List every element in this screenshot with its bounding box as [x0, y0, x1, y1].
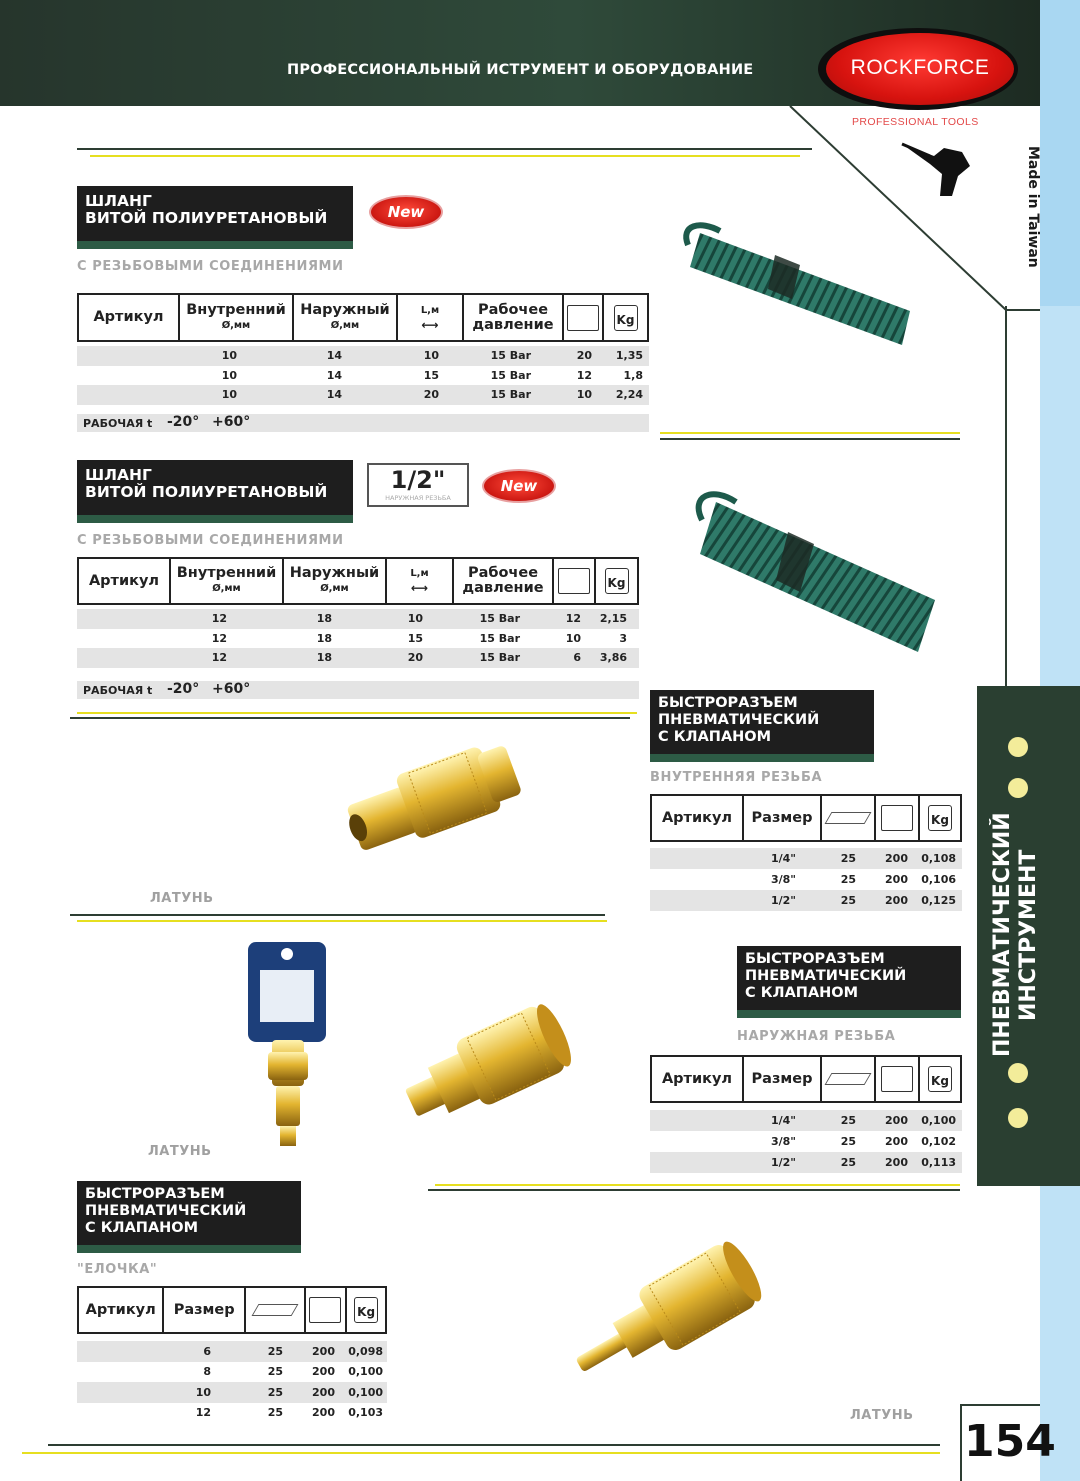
table-row: 10 14 10 15 Bar 20 1,35 — [77, 346, 649, 366]
table-row: 3/8" 25 200 0,102 — [770, 1135, 956, 1148]
section1-title-line1: ШЛАНГ — [85, 192, 152, 210]
table-row: 12 25 200 0,103 — [195, 1406, 383, 1420]
section1-table-header — [77, 293, 649, 342]
coupler-female-image — [335, 728, 530, 848]
col-article: Артикул — [652, 1057, 744, 1101]
category-line1: ПНЕВМАТИЧЕСКИЙ — [990, 812, 1015, 1058]
material-label: ЛАТУНЬ — [150, 891, 214, 906]
package-icon — [251, 1304, 298, 1316]
thread-size: 1/2" — [390, 466, 446, 494]
section3-title — [650, 690, 874, 762]
section1-title-line2: ВИТОЙ ПОЛИУРЕТАНОВЫЙ — [85, 209, 328, 227]
table-row: 10 14 20 15 Bar 10 2,24 — [77, 385, 649, 405]
weight-icon: Kg — [614, 305, 638, 331]
table-row: 3/8" 25 200 0,106 — [770, 873, 956, 886]
table-row: 12 18 20 15 Bar 6 3,86 — [77, 648, 639, 668]
temp-max: +60° — [212, 414, 251, 430]
category-line2: ИНСТРУМЕНТ — [1016, 849, 1041, 1021]
side-dot — [1008, 737, 1028, 757]
section2-temperature — [77, 681, 639, 699]
box-icon — [558, 568, 590, 594]
col-pack — [822, 796, 876, 840]
divider-line — [77, 920, 607, 922]
section1-title — [77, 186, 353, 249]
divider-vertical — [1005, 306, 1007, 686]
side-dot — [1008, 1108, 1028, 1128]
col-size: Размер — [744, 796, 822, 840]
divider-line — [435, 1184, 960, 1186]
table-row: 1/4" 25 200 0,100 — [650, 1110, 962, 1131]
weight-icon: Kg — [605, 568, 629, 594]
box-icon — [881, 805, 913, 831]
table-row: 10 25 200 0,100 — [77, 1382, 387, 1403]
material-label: ЛАТУНЬ — [148, 1144, 212, 1159]
temp-max: +60° — [212, 681, 251, 697]
col-weight — [596, 559, 637, 603]
col-qty — [306, 1288, 348, 1332]
coiled-hose-image — [680, 215, 925, 355]
col-article: Артикул — [79, 1288, 164, 1332]
divider-line — [77, 712, 637, 714]
weight-icon: Kg — [928, 1066, 952, 1092]
table-row: 10 14 15 15 Bar 12 1,8 — [221, 368, 643, 382]
coupler-title-line2: ПНЕВМАТИЧЕСКИЙ — [658, 712, 820, 728]
col-qty — [876, 796, 920, 840]
col-pressure: Рабочее давление — [464, 295, 564, 340]
thread-label: НАРУЖНАЯ РЕЗЬБА — [385, 494, 451, 502]
col-outer-diameter: Наружный Ø,мм — [294, 295, 398, 340]
side-dot — [1008, 1063, 1028, 1083]
col-weight — [920, 796, 960, 840]
divider-line — [22, 1452, 940, 1454]
divider-line — [428, 1189, 960, 1191]
header-title: ПРОФЕССИОНАЛЬНЫЙ ИСТРУМЕНТ И ОБОРУДОВАНИЕ — [287, 62, 754, 78]
table-row: 12 18 15 15 Bar 10 3 — [211, 631, 627, 645]
table-row: 12 18 10 15 Bar 12 2,15 — [77, 609, 639, 629]
section5-subtitle: "ЕЛОЧКА" — [77, 1262, 158, 1277]
new-badge: New — [369, 195, 443, 229]
divider-line — [70, 914, 605, 916]
section4-title — [737, 946, 961, 1018]
box-icon — [309, 1297, 341, 1323]
temp-min: -20° — [167, 681, 200, 697]
section2-table-header — [77, 557, 639, 605]
brand-subtitle: PROFESSIONAL TOOLS — [852, 116, 979, 128]
package-icon — [825, 812, 872, 824]
coupler-title-line3: С КЛАПАНОМ — [85, 1220, 199, 1236]
page-number: 154 — [964, 1416, 1056, 1467]
section5-table-header — [77, 1286, 387, 1334]
col-qty — [564, 295, 604, 340]
coupler-barb-image — [565, 1240, 780, 1385]
side-dot — [1008, 778, 1028, 798]
section1-subtitle: С РЕЗЬБОВЫМИ СОЕДИНЕНИЯМИ — [77, 259, 344, 274]
temp-label: РАБОЧАЯ t — [83, 684, 153, 697]
col-weight — [347, 1288, 385, 1332]
section2-title-line2: ВИТОЙ ПОЛИУРЕТАНОВЫЙ — [85, 483, 328, 501]
col-size: Размер — [164, 1288, 245, 1332]
section2-title — [77, 460, 353, 523]
made-in-label: Made in Taiwan — [1025, 146, 1041, 268]
col-weight — [604, 295, 647, 340]
package-icon — [825, 1073, 872, 1085]
col-inner-diameter: Внутренний Ø,мм — [171, 559, 284, 603]
section5-title — [77, 1181, 301, 1253]
box-icon — [881, 1066, 913, 1092]
col-qty — [554, 559, 596, 603]
coupler-male-image — [395, 992, 585, 1112]
coupler-title-line2: ПНЕВМАТИЧЕСКИЙ — [745, 968, 907, 984]
weight-icon: Kg — [928, 805, 952, 831]
section2-title-line1: ШЛАНГ — [85, 466, 152, 484]
section3-table-header — [650, 794, 962, 842]
table-row: 6 25 200 0,098 — [77, 1341, 387, 1362]
col-article: Артикул — [79, 295, 180, 340]
col-outer-diameter: Наружный Ø,мм — [284, 559, 387, 603]
section5-table-body — [77, 1341, 387, 1423]
blister-pack-image — [246, 940, 328, 1150]
coupler-title-line3: С КЛАПАНОМ — [745, 985, 859, 1001]
box-icon — [567, 305, 599, 331]
section1-table-body — [77, 346, 649, 405]
col-pack — [822, 1057, 876, 1101]
col-inner-diameter: Внутренний Ø,мм — [180, 295, 294, 340]
category-side-tab-text — [990, 700, 1050, 1170]
divider-line — [90, 155, 800, 157]
section3-subtitle: ВНУТРЕННЯЯ РЕЗЬБА — [650, 770, 823, 785]
material-label: ЛАТУНЬ — [850, 1408, 914, 1423]
brand-name: ROCKFORCE — [850, 56, 990, 79]
temp-label: РАБОЧАЯ t — [83, 417, 153, 430]
coupler-title-line1: БЫСТРОРАЗЪЕМ — [658, 695, 798, 711]
section2-table-body — [77, 609, 639, 668]
col-article: Артикул — [79, 559, 171, 603]
table-row: 1/4" 25 200 0,108 — [650, 848, 962, 869]
table-row: 1/2" 25 200 0,113 — [650, 1152, 962, 1173]
col-qty — [876, 1057, 920, 1101]
coupler-title-line1: БЫСТРОРАЗЪЕМ — [745, 951, 885, 967]
table-row: 1/2" 25 200 0,125 — [650, 890, 962, 911]
coupler-title-line3: С КЛАПАНОМ — [658, 729, 772, 745]
section2-subtitle: С РЕЗЬБОВЫМИ СОЕДИНЕНИЯМИ — [77, 533, 344, 548]
thread-size-badge — [367, 463, 469, 507]
section3-table-body — [650, 848, 962, 911]
section1-temperature — [77, 414, 649, 432]
divider-line — [48, 1444, 940, 1446]
section4-table-body — [650, 1110, 962, 1173]
col-length: L,м ⟷ — [387, 559, 454, 603]
temp-min: -20° — [167, 414, 200, 430]
col-article: Артикул — [652, 796, 744, 840]
divider-line — [77, 148, 812, 150]
section4-table-header — [650, 1055, 962, 1103]
divider-line — [70, 717, 630, 719]
col-pack — [246, 1288, 306, 1332]
divider-line — [660, 432, 960, 434]
new-badge: New — [482, 469, 556, 503]
weight-icon: Kg — [354, 1297, 378, 1323]
coupler-title-line2: ПНЕВМАТИЧЕСКИЙ — [85, 1203, 247, 1219]
col-size: Размер — [744, 1057, 822, 1101]
coupler-title-line1: БЫСТРОРАЗЪЕМ — [85, 1186, 225, 1202]
col-weight — [920, 1057, 960, 1101]
col-pressure: Рабочее давление — [454, 559, 554, 603]
table-row: 8 25 200 0,100 — [203, 1365, 383, 1379]
col-length: L,м ⟷ — [398, 295, 464, 340]
section4-subtitle: НАРУЖНАЯ РЕЗЬБА — [737, 1029, 896, 1044]
coiled-hose-image — [690, 480, 940, 660]
right-color-strip-top — [1040, 0, 1080, 306]
divider-line — [660, 438, 960, 440]
